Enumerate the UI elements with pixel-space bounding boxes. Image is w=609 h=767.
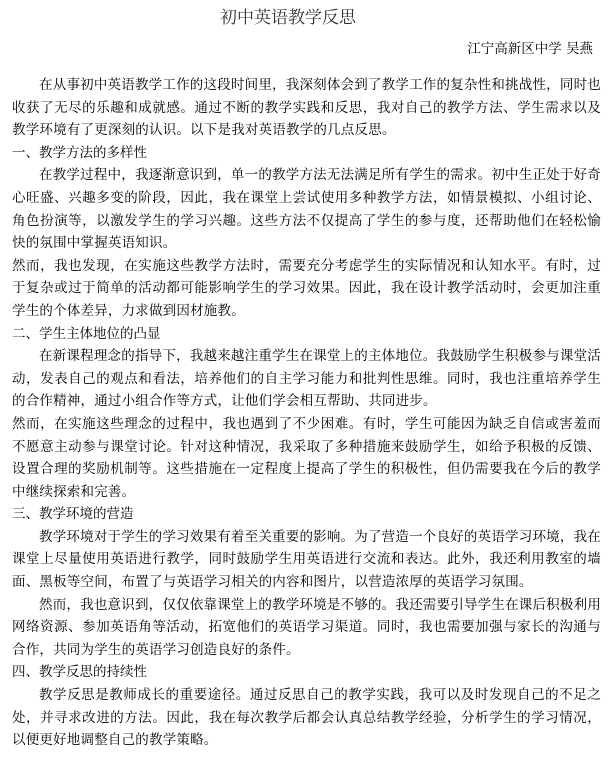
section-4-paragraph-1: 教学反思是教师成长的重要途径。通过反思自己的教学实践，我可以及时发现自己的不足之处，并寻求改进的方法。因此，我在每次教学后都会认真总结教学经验，分析学生的学习情况，以便更好地调整自己的教学策略。 [12,687,601,749]
document-title: 初中英语教学反思 [220,8,356,28]
intro-paragraph: 在从事初中英语教学工作的这段时间里，我深刻体会到了教学工作的复杂性和挑战性，同时也收获了无尽的乐趣和成就感。通过不断的教学实践和反思，我对自己的教学方法、学生需求以及教学环境有了更深刻的认识。以下是我对英语教学的几点反思。 [12,77,601,139]
section-1-paragraph-2: 然而，我也发现，在实施这些教学方法时，需要充分考虑学生的实际情况和认知水平。有时，过于复杂或过于简单的活动都可能影响学生的学习效果。因此，我在设计教学活动时，会更加注重学生的个体差异，力求做到因材施教。 [12,257,601,319]
document-body [12,74,601,752]
section-1-paragraph-1: 在教学过程中，我逐渐意识到，单一的教学方法无法满足所有学生的需求。初中生正处于好奇心旺盛、兴趣多变的阶段，因此，我在课堂上尝试使用多种教学方法，如情景模拟、小组讨论、角色扮演等，以激发学生的学习兴趣。这些方法不仅提高了学生的参与度，还帮助他们在轻松愉快的氛围中掌握英语知识。 [12,167,601,252]
section-3-paragraph-2: 然而，我也意识到，仅仅依靠课堂上的教学环境是不够的。我还需要引导学生在课后积极利用网络资源、参加英语角等活动，拓宽他们的英语学习渠道。同时，我也需要加强与家长的沟通与合作，共同为学生的英语学习创造良好的条件。 [12,596,601,658]
author-line: 江宁高新区中学 吴燕 [467,41,593,57]
section-2-paragraph-1: 在新课程理念的指导下，我越来越注重学生在课堂上的主体地位。我鼓励学生积极参与课堂活动，发表自己的观点和看法，培养他们的自主学习能力和批判性思维。同时，我也注重培养学生的合作精神，通过小组合作等方式，让他们学会相互帮助、共同进步。 [12,348,601,410]
section-heading-4: 四、教学反思的持续性 [12,664,147,681]
section-2-paragraph-2: 然而，在实施这些理念的过程中，我也遇到了不少困难。有时，学生可能因为缺乏自信或害羞而不愿意主动参与课堂讨论。针对这种情况，我采取了多种措施来鼓励学生，如给予积极的反馈、设置合理的奖励机制等。这些措施在一定程度上提高了学生的积极性，但仍需要我在今后的教学中继续探索和完善。 [12,415,601,500]
section-heading-3: 三、教学环境的营造 [12,506,134,523]
section-heading-2: 二、学生主体地位的凸显 [12,325,161,342]
section-3-paragraph-1: 教学环境对于学生的学习效果有着至关重要的影响。为了营造一个良好的英语学习环境，我在课堂上尽量使用英语进行教学，同时鼓励学生用英语进行交流和表达。此外，我还利用教室的墙面、黑板等空间，布置了与英语学习相关的内容和图片，以营造浓厚的英语学习氛围。 [12,528,601,591]
section-heading-1: 一、教学方法的多样性 [12,144,147,161]
